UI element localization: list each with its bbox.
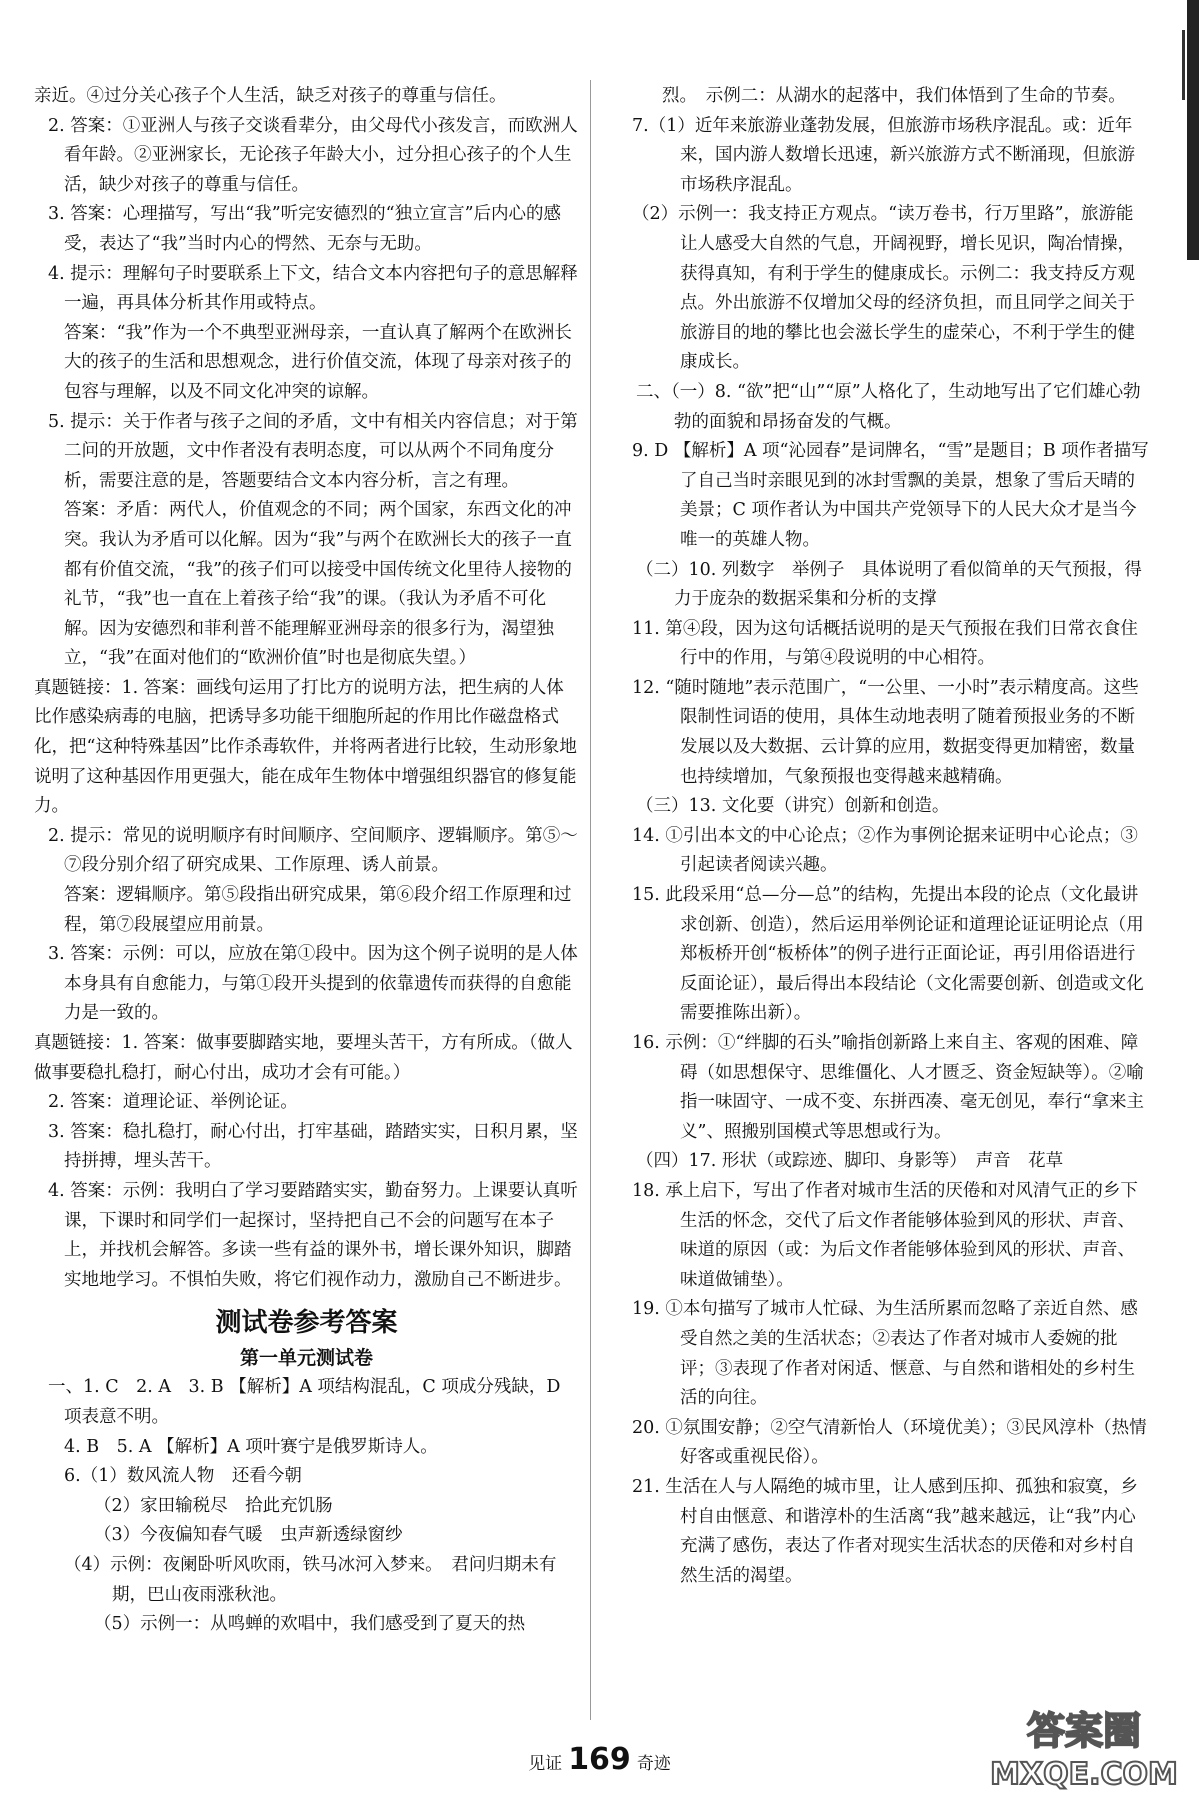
left-paragraph-18: 4. B 5. A 【解析】A 项叶赛宁是俄罗斯诗人。	[64, 1436, 438, 1457]
left-paragraph-5: 5. 提示：关于作者与孩子之间的矛盾，文中有相关内容信息；对于第二问的开放题，文中作者没有表明态度，可以从两个不同角度分析，需要注意的是，答题要结合文本内容分析，言之有理。	[48, 411, 578, 491]
left-paragraph-14: 4. 答案：示例：我明白了学习要踏踏实实，勤奋努力。上课要认真听课，下课时和同学们一起探讨，坚持把自己不会的问题写在本子上，并找机会解答。多读一些有益的课外书，增长课外知识，脚踏实地地学习。不惧怕失败，将它们视作动力，激励自己不断进步。	[48, 1180, 578, 1290]
footer-left-text: 见证	[528, 1754, 563, 1774]
left-paragraph-1: 2. 答案：①亚洲人与孩子交谈看辈分，由父母代小孩发言，而欧洲人看年龄。②亚洲家长，无论孩子年龄大小，过分担心孩子的个人生活，缺少对孩子的尊重与信任。	[48, 115, 578, 195]
right-paragraph-0: 烈。 示例二：从湖水的起落中，我们体悟到了生命的节奏。	[662, 86, 1126, 106]
right-paragraph-13: 18. 承上启下，写出了作者对城市生活的厌倦和对风清气正的乡下生活的怀念，交代了后文作者能够体验到风的形状、声音、味道的原因（或：为后文作者能够体验到风的形状、声音、味道做铺垫）。	[632, 1180, 1138, 1290]
left-paragraph-20: （2）家田输税尽 拾此充饥肠	[94, 1495, 333, 1516]
left-paragraph-2: 3. 答案：心理描写，写出“我”听完安德烈的“独立宣言”后内心的感受，表达了“我”当时内心的愕然、无奈与无助。	[48, 204, 562, 254]
right-paragraph-16: 21. 生活在人与人隔绝的城市里，让人感到压抑、孤独和寂寞，乡村自由惬意、和谐淳朴的生活离“我”越来越远，让“我”内心充满了感伤，表达了作者对现实生活状态的厌倦和对乡村自然生活的渴望。	[632, 1476, 1138, 1586]
left-paragraph-19: 6.（1）数风流人物 还看今朝	[64, 1466, 302, 1487]
footer-right-text: 奇迹	[636, 1754, 671, 1774]
watermark-url: MXQE.COM	[990, 1757, 1178, 1792]
watermark-title: 答案圈	[1026, 1709, 1142, 1753]
left-column	[34, 82, 579, 1640]
left-paragraph-10: 3. 答案：示例：可以，应放在第①段中。因为这个例子说明的是人体本身具有自愈能力，与第①段开头提到的依靠遗传而获得的自愈能力是一致的。	[48, 944, 578, 1024]
right-paragraph-8: （三）13. 文化要（讲究）创新和创造。	[636, 796, 950, 817]
left-paragraph-11: 真题链接：1. 答案：做事要脚踏实地，要埋头苦干，方有所成。（做人做事要稳扎稳打，耐心付出，成功才会有可能。）	[34, 1033, 573, 1083]
page-edge-mark	[1182, 30, 1185, 100]
page-edge-bar	[1187, 0, 1199, 260]
right-paragraph-3: 二、（一）8. “欲”把“山”“原”人格化了，生动地写出了它们雄心勃勃的面貌和昂扬奋发的气概。	[636, 381, 1141, 432]
right-paragraph-15: 20. ①氛围安静；②空气清新怡人（环境优美）；③民风淳朴（热情好客或重视民俗）。	[632, 1417, 1147, 1468]
left-paragraph-4: 答案：“我”作为一个不典型亚洲母亲，一直认真了解两个在欧洲长大的孩子的生活和思想观念，进行价值交流，体现了母亲对孩子的包容与理解，以及不同文化冲突的谅解。	[64, 322, 572, 402]
page-number: 169	[568, 1742, 631, 1777]
right-paragraph-12: （四）17. 形状（或踪迹、脚印、身影等） 声音 花草	[636, 1151, 1064, 1172]
right-paragraph-1: 7.（1）近年来旅游业蓬勃发展，但旅游市场秩序混乱。或：近年来，国内游人数增长迅速，新兴旅游方式不断涌现，但旅游市场秩序混乱。	[632, 115, 1135, 195]
left-paragraph-17: 一、1. C 2. A 3. B 【解析】A 项结构混乱，C 项成分残缺，D 项表意不明。	[48, 1377, 561, 1427]
left-paragraph-21: （3）今夜偏知春气暖 虫声新透绿窗纱	[94, 1525, 403, 1546]
left-paragraph-6: 答案：矛盾：两代人，价值观念的不同；两个国家，东西文化的冲突。我认为矛盾可以化解。因为“我”与两个在欧洲长大的孩子一直都有价值交流，“我”的孩子们可以接受中国传统文化里待人接物的礼节，“我”也一直在上着孩子给“我”的课。（我认为矛盾不可化解。因为安德烈和菲利普不能理解亚洲母亲的很多行为，渴望独立，“我”在面对他们的“欧洲价值”时也是彻底失望。）	[64, 500, 572, 669]
right-paragraph-6: 11. 第④段，因为这句话概括说明的是天气预报在我们日常衣食住行中的作用，与第④段说明的中心相符。	[632, 618, 1138, 669]
right-paragraph-7: 12. “随时随地”表示范围广，“一公里、一小时”表示精度高。这些限制性词语的使用，具体生动地表明了随着预报业务的不断发展以及大数据、云计算的应用，数据变得更加精密，数量也持续增加，气象预报也变得越来越精确。	[632, 677, 1139, 787]
left-paragraph-13: 3. 答案：稳扎稳打，耐心付出，打牢基础，踏踏实实，日积月累，坚持拼搏，埋头苦干。	[48, 1121, 578, 1172]
right-paragraph-11: 16. 示例：①“绊脚的石头”喻指创新路上来自主、客观的困难、障碍（如思想保守、思维僵化、人才匮乏、资金短缺等）。②喻指一味固守、一成不变、东拼西凑、毫无创见，奉行“拿来主义”、照搬别国模式等思想或行为。	[632, 1033, 1144, 1142]
right-paragraph-14: 19. ①本句描写了城市人忙碌、为生活所累而忽略了亲近自然、感受自然之美的生活状态；②表达了作者对城市人委婉的批评；③表现了作者对闲适、惬意、与自然和谐相处的乡村生活的向往。	[632, 1299, 1138, 1409]
left-paragraph-16: 第一单元测试卷	[239, 1347, 373, 1370]
right-column	[602, 82, 1150, 1591]
right-paragraph-10: 15. 此段采用“总—分—总”的结构，先提出本段的论点（文化最讲求创新、创造），然后运用举例论证和道理论证证明论点（用郑板桥开创“板桥体”的例子进行正面论证，再引用俗语进行反面论证），最后得出本段结论（文化需要创新、创造或文化需要推陈出新）。	[632, 885, 1144, 1024]
right-paragraph-9: 14. ①引出本文的中心论点；②作为事例论据来证明中心论点；③引起读者阅读兴趣。	[632, 825, 1138, 876]
left-paragraph-7: 真题链接：1. 答案：画线句运用了打比方的说明方法，把生病的人体比作感染病毒的电脑，把诱导多功能干细胞所起的作用比作磁盘格式化，把“这种特殊基因”比作杀毒软件，并将两者进行比较，生动形象地说明了这种基因作用更强大，能在成年生物体中增强组织器官的修复能力。	[34, 677, 577, 817]
right-paragraph-5: （二）10. 列数字 举例子 具体说明了看似简单的天气预报，得力于庞杂的数据采集和分析的支撑	[636, 559, 1142, 610]
left-paragraph-22: （4）示例：夜阑卧听风吹雨，铁马冰河入梦来。 君问归期未有期，巴山夜雨涨秋池。	[64, 1554, 557, 1605]
right-paragraph-2: （2）示例一：我支持正方观点。“读万卷书，行万里路”，旅游能让人感受大自然的气息，开阔视野，增长见识，陶冶情操，获得真知，有利于学生的健康成长。示例二：我支持反方观点。外出旅游不仅增加父母的经济负担，而且同学之间关于旅游目的地的攀比也会滋长学生的虚荣心，不利于学生的健康成长。	[632, 204, 1135, 373]
left-paragraph-12: 2. 答案：道理论证、举例论证。	[48, 1092, 298, 1113]
watermark-logo	[979, 1700, 1189, 1792]
right-paragraph-4: 9. D 【解析】A 项“沁园春”是词牌名，“雪”是题目；B 项作者描写了自己当时亲眼见到的冰封雪飘的美景，想象了雪后天晴的美景；C 项作者认为中国共产党领导下的人民大众才是当今唯一的英雄人物。	[632, 441, 1149, 550]
left-paragraph-0: 亲近。④过分关心孩子个人生活，缺乏对孩子的尊重与信任。	[34, 86, 507, 106]
left-paragraph-23: （5）示例一：从鸣蝉的欢唱中，我们感受到了夏天的热	[94, 1614, 526, 1635]
column-divider	[590, 80, 591, 1720]
left-paragraph-8: 2. 提示：常见的说明顺序有时间顺序、空间顺序、逻辑顺序。第⑤～⑦段分别介绍了研究成果、工作原理、诱人前景。	[48, 825, 578, 876]
left-paragraph-9: 答案：逻辑顺序。第⑤段指出研究成果，第⑥段介绍工作原理和过程，第⑦段展望应用前景。	[64, 885, 572, 935]
left-paragraph-15: 测试卷参考答案	[215, 1308, 398, 1339]
left-paragraph-3: 4. 提示：理解句子时要联系上下文，结合文本内容把句子的意思解释一遍，再具体分析其作用或特点。	[48, 263, 578, 314]
